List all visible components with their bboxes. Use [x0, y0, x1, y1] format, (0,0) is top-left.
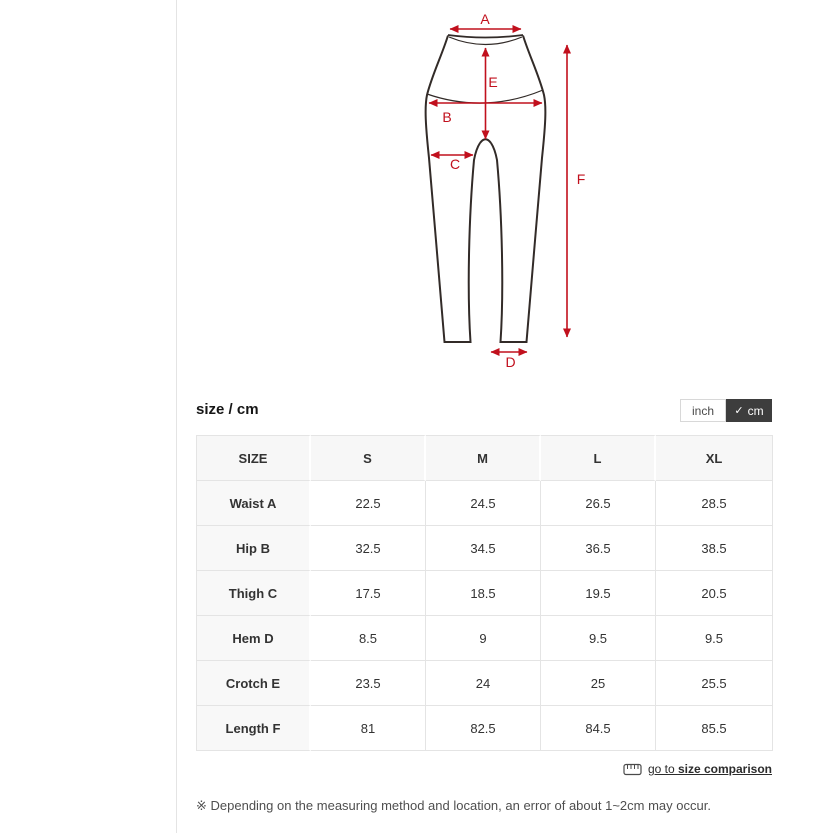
go-to-size-comparison-link[interactable] — [648, 762, 772, 776]
size-cell: 82.5 — [426, 706, 541, 751]
row-label: Hip B — [196, 526, 311, 571]
row-label: Hem D — [196, 616, 311, 661]
column-header-l: L — [541, 435, 656, 481]
size-cell: 34.5 — [426, 526, 541, 571]
measure-label-a: A — [480, 11, 490, 27]
size-cell: 9 — [426, 616, 541, 661]
measurement-arrows — [429, 29, 567, 352]
unit-cm-button[interactable] — [726, 399, 772, 422]
column-header-xl: XL — [656, 435, 773, 481]
row-label: Waist A — [196, 481, 311, 526]
size-cell: 26.5 — [541, 481, 656, 526]
leggings-measurement-diagram — [395, 0, 625, 380]
size-cell: 9.5 — [541, 616, 656, 661]
size-cell: 9.5 — [656, 616, 773, 661]
unit-toggle — [680, 399, 772, 422]
size-cell: 8.5 — [311, 616, 426, 661]
size-cell: 20.5 — [656, 571, 773, 616]
size-cell: 24.5 — [426, 481, 541, 526]
checkmark-icon: ✓ — [734, 405, 744, 417]
size-cell: 84.5 — [541, 706, 656, 751]
ruler-icon — [623, 763, 643, 776]
table-row-hem — [196, 616, 773, 661]
unit-inch-label: inch — [691, 403, 714, 418]
size-cell: 25.5 — [656, 661, 773, 706]
table-row-length — [196, 706, 773, 751]
size-table — [196, 435, 773, 751]
measure-label-f: F — [576, 171, 586, 187]
size-cell: 32.5 — [311, 526, 426, 571]
table-row-waist — [196, 481, 773, 526]
column-header-s: S — [311, 435, 426, 481]
table-row-crotch — [196, 661, 773, 706]
table-header-row — [196, 435, 773, 481]
measure-label-c: C — [449, 156, 461, 172]
table-row-thigh — [196, 571, 773, 616]
size-cell: 28.5 — [656, 481, 773, 526]
row-label: Crotch E — [196, 661, 311, 706]
size-cell: 81 — [311, 706, 426, 751]
content-left-divider — [176, 0, 177, 833]
measure-label-e: E — [488, 74, 498, 90]
size-section-title: size / cm — [196, 401, 259, 418]
row-label: Length F — [196, 706, 311, 751]
size-cell: 19.5 — [541, 571, 656, 616]
column-header-m: M — [426, 435, 541, 481]
link-bold-text: size comparison — [677, 762, 772, 776]
row-label: Thigh C — [196, 571, 311, 616]
link-prefix: go to — [647, 762, 678, 776]
size-cell: 25 — [541, 661, 656, 706]
measure-label-d: D — [505, 354, 516, 370]
size-cell: 38.5 — [656, 526, 773, 571]
size-cell: 24 — [426, 661, 541, 706]
column-header-size: SIZE — [196, 435, 311, 481]
measure-label-b: B — [442, 109, 452, 125]
size-cell: 36.5 — [541, 526, 656, 571]
size-cell: 23.5 — [311, 661, 426, 706]
unit-cm-label: cm — [747, 403, 764, 418]
size-cell: 18.5 — [426, 571, 541, 616]
size-comparison-link-row — [623, 762, 772, 776]
size-cell: 22.5 — [311, 481, 426, 526]
table-row-hip — [196, 526, 773, 571]
unit-inch-button[interactable] — [680, 399, 726, 422]
size-cell: 17.5 — [311, 571, 426, 616]
size-cell: 85.5 — [656, 706, 773, 751]
measurement-disclaimer: ※ Depending on the measuring method and location, an error of about 1~2cm may occur. — [196, 798, 711, 813]
